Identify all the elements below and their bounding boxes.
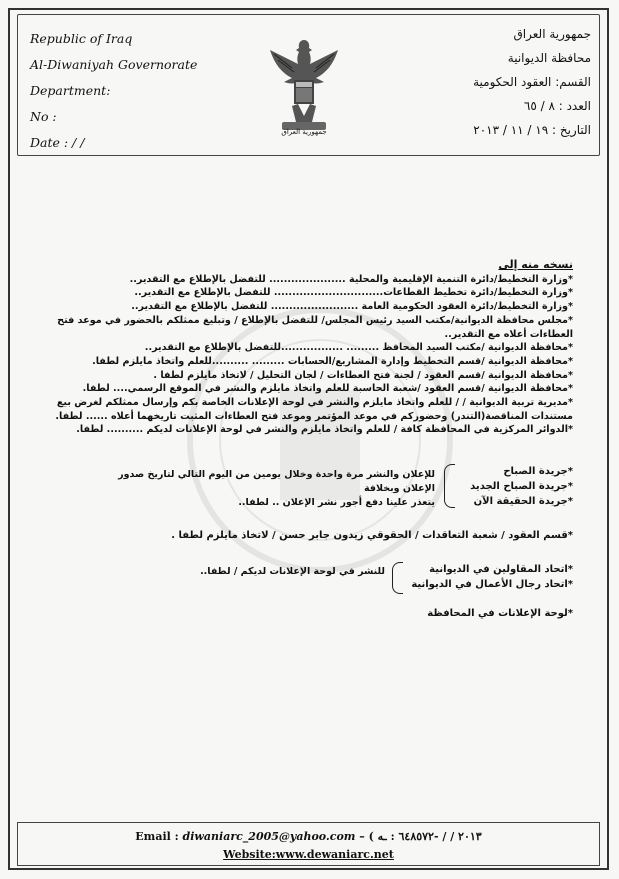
footer-phone-date: – ( ٢٠١٣ / / -٦٤٨٥٧٢ : ـه [359,830,482,843]
notice-board-line: *لوحة الإعلانات في المحافظة [427,608,573,619]
newspaper-item: *جريدة الحقيقة الآن [473,496,573,507]
newspapers-group [93,464,573,512]
newspapers-note [95,468,435,510]
date-en: Date : / / [30,135,85,150]
newspapers-list [470,464,573,509]
footer-email-line [17,830,600,843]
brace [444,464,455,508]
newspaper-item: *جريدة الصباح [503,466,573,477]
website-link[interactable]: Website:www.dewaniarc.net [223,848,394,861]
letterhead-english [30,26,197,156]
unions-group [93,562,573,596]
date-ar: التاريخ : ١٩ / ١١ / ٢٠١٣ [473,123,591,137]
contracts-section-line: *قسم العقود / شعبة التعاقدات / الحقوقي زيدون جابر حسن / لاتخاذ مايلزم لطفا . [171,530,573,541]
recipient-line: *محافظة الديوانية /مكتب السيد المحافظ ......... .................للتفضل بالإطلاع مع التقدير.. [144,342,573,354]
emblem-caption: جمهورية العراق [281,128,327,136]
newspaper-item: *جريدة الصباح الجديد [470,481,573,492]
governorate-en: Al-Diwaniyah Governorate [30,57,198,72]
recipient-line: *وزارة التخطيط/دائرة التنمية الإقليمية والمحلية ..................... للتفضل بالإطلاع مع التقدير.. [129,273,573,285]
email-address[interactable]: diwaniarc_2005@yahoo.com [182,830,356,843]
number-ar: العدد : ٨ / ٦٥ [523,99,591,113]
newspapers-note-line: يتعذر علينا دفع أجور نشر الإعلان .. لطفا.. [238,497,435,508]
brace [392,562,403,594]
recipient-line: *محافظة الديوانية /قسم العقود / لجنة فتح العطاءات / لجان التحليل / لاتخاذ مايلزم لطفا . [153,369,573,381]
recipient-line: *وزارة التخطيط/دائرة تخطيط القطاعات.............................. للتفضل بالإطلاع مع التقدير.. [134,287,573,299]
unions-note: للنشر في لوحة الإعلانات لديكم / لطفا.. [200,566,385,577]
newspapers-note-line: للإعلان والنشر مرة واحدة وخلال يومين من اليوم التالي لتاريخ صدور الإعلان وبخلافة [118,469,435,494]
recipient-line: *محافظة الديوانية /قسم التخطيط وإدارة المشاريع/الحسابات ......... ..........للعلم واتخاذ مايلزم لطفا. [92,355,573,367]
recipient-line: *وزارة التخطيط/دائرة العقود الحكومية العامة ........................ للتفضل بالإطلاع مع التقدير.. [131,301,573,313]
copy-to-heading: نسخه منه إلى [498,258,573,271]
republic-en: Republic of Iraq [30,31,133,46]
distribution-list [36,258,573,437]
department-en: Department: [30,83,111,98]
recipient-line: *مديرية تربية الديوانية / / للعلم واتخاذ مايلزم والنشر في لوحة الإعلانات الخاصة بكم وإرسال ممثلكم لغرض بيع مستندات المناقصة(التندر) وحضوركم في موعد المؤتمر وموعد فتح العطاءات المثبت تاريخهما أعلاه ...... لطفا. [55,397,573,422]
union-item: *اتحاد المقاولين في الديوانية [429,564,573,575]
governorate-ar: محافظة الديوانية [507,51,591,65]
republic-ar: جمهورية العراق [513,27,591,41]
recipient-line: *مجلس محافظة الديوانية/مكتب السيد رئيس المجلس/ للتفضل بالإطلاع / وتبليغ ممثلكم بالحضور في موعد فتح العطاءات أعلاه مع التقدير.. [57,314,573,340]
recipient-line: *الدوائر المركزية في المحافظة كافة / للعلم واتخاذ مايلزم والنشر في لوحة الإعلانات لديكم .......... لطفا. [76,424,573,436]
email-label: Email : [135,830,179,843]
number-en: No : [30,109,57,124]
union-item: *اتحاد رجال الأعمال في الديوانية [411,579,573,590]
letterhead-arabic [473,22,591,142]
unions-list [411,562,573,592]
section-ar: القسم: العقود الحكومية [473,75,591,89]
recipient-line: *محافظة الديوانية /قسم العقود /شعبة الحاسبة للعلم واتخاذ مايلزم والنشر في الموقع الرسمي.... لطفا. [82,383,573,395]
